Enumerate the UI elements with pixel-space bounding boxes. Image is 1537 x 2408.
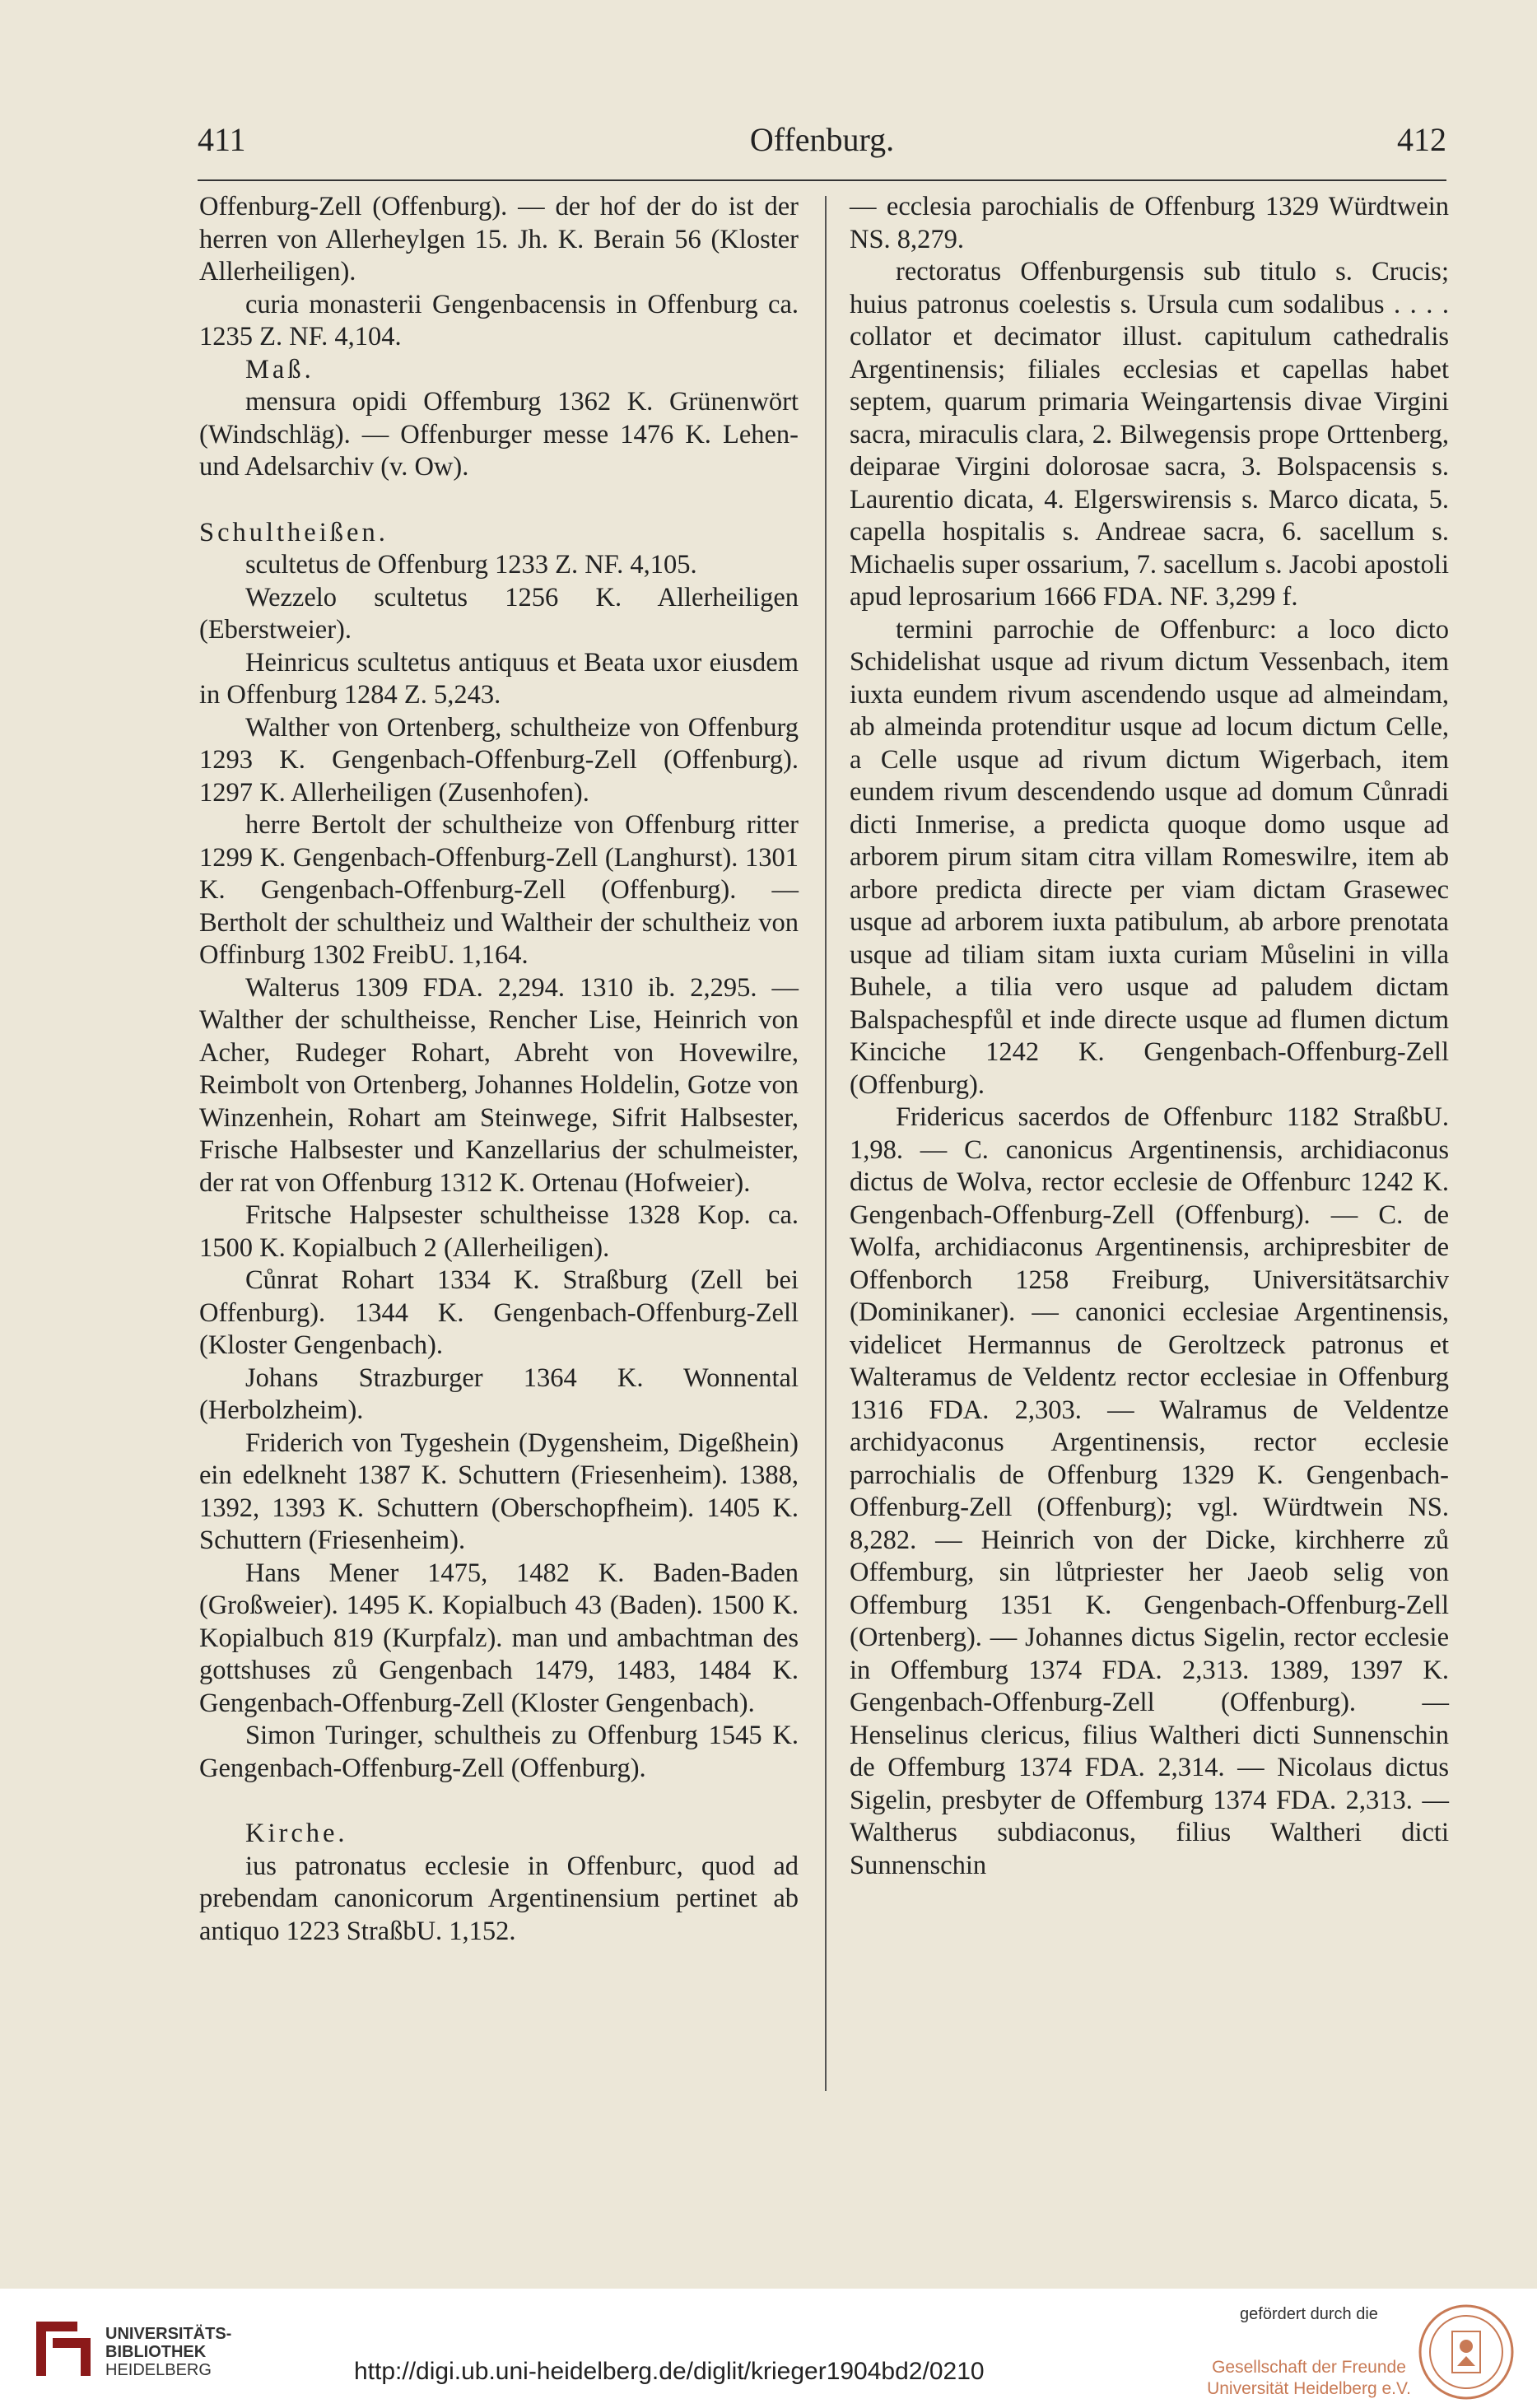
section-heading: Kirche. — [245, 1819, 348, 1848]
paragraph-gap — [199, 484, 799, 517]
university-seal-icon — [1418, 2303, 1515, 2401]
library-name-line3: HEIDELBERG — [105, 2361, 212, 2379]
paragraph: Walther von Ortenberg, schultheize von Offenburg 1293 K. Gengenbach-Offenburg-Zell (Offenburg). 1297 K. Allerheiligen (Zusenhofen). — [199, 712, 799, 808]
section-heading: Maß. — [245, 354, 314, 384]
section-heading: Schultheißen. — [199, 517, 389, 547]
paragraph: rectoratus Offenburgensis sub titulo s. Crucis; huius patronus coelestis s. Ursula cum sodalibus . . . . collator et decimator illust. capitulum cathedralis Argentinensis; filiales ecclesias et capellas habet septem, quarum primaria Weingartensis divae Virgini sacra, miraculis clara, 2. Bilwegensis prope Orttenberg, deiparae Virgini dolorosae sacra, 3. Bolspacensis s. Laurentio dicata, 4. Elgerswirensis s. Marco dicata, 5. capella hospitalis s. Andreae sacra, 6. sacellum s. Michaelis super ossarium, 7. sacellum s. Jacobi apostoli apud leprosarium 1666 FDA. NF. 3,299 f. — [850, 257, 1449, 612]
right-page-number: 412 — [1397, 121, 1446, 158]
paragraph: — ecclesia parochialis de Offenburg 1329 Würdtwein NS. 8,279. — [850, 192, 1449, 254]
left-page-number: 411 — [198, 121, 246, 158]
paragraph: Offenburg-Zell (Offenburg). — der hof der do ist der herren von Allerheylgen 15. Jh. K. Berain 56 (Kloster Allerheiligen). — [199, 192, 799, 286]
sponsor-by: gefördert durch die — [1240, 2305, 1378, 2323]
paragraph: Johans Strazburger 1364 K. Wonnental (Herbolzheim). — [199, 1362, 799, 1425]
header-rule — [198, 179, 1446, 181]
paragraph: ius patronatus ecclesie in Offenburc, quod ad prebendam canonicorum Argentinensium pertinet ab antiquo 1223 StraßbU. 1,152. — [199, 1851, 799, 1946]
paragraph-gap — [199, 1785, 799, 1818]
right-column — [850, 191, 1449, 1882]
paragraph: Fritsche Halpsester schultheisse 1328 Kop. ca. 1500 K. Kopialbuch 2 (Allerheiligen). — [199, 1200, 799, 1263]
paragraph: Friderich von Tygeshein (Dygensheim, Digeßhein) ein edelkneht 1387 K. Schuttern (Friesenheim). 1388, 1392, 1393 K. Schuttern (Oberschopfheim). 1405 K. Schuttern (Friesenheim). — [199, 1428, 799, 1555]
library-logo-icon — [28, 2313, 99, 2384]
running-head — [198, 120, 1446, 160]
footer-bar — [0, 2289, 1537, 2408]
paragraph: Cůnrat Rohart 1334 K. Straßburg (Zell bei Offenburg). 1344 K. Gengenbach-Offenburg-Zell (Kloster Gengenbach). — [199, 1265, 799, 1360]
paragraph: curia monasterii Gengenbacensis in Offenburg ca. 1235 Z. NF. 4,104. — [199, 289, 799, 352]
paragraph: Hans Mener 1475, 1482 K. Baden-Baden (Großweier). 1495 K. Kopialbuch 43 (Baden). 1500 K. Kopialbuch 819 (Kurpfalz). man und ambachtman des gottshuses zů Gengenbach 1479, 1483, 1484 K. Gengenbach-Offenburg-Zell (Kloster Gengenbach). — [199, 1558, 799, 1718]
column-divider — [825, 196, 827, 2091]
paragraph: Wezzelo scultetus 1256 K. Allerheiligen (Eberstweier). — [199, 582, 799, 645]
sponsor-org-line2: Universität Heidelberg e.V. — [1207, 2379, 1411, 2398]
paragraph: Fridericus sacerdos de Offenburc 1182 StraßbU. 1,98. — C. canonicus Argentinensis, archidiaconus dictus de Wolva, rector ecclesie de Offenburc 1242 K. Gengenbach-Offenburg-Zell (Offenburg). — C. de Wolfa, archidiaconus Argentinensis, archipresbiter de Offenborch 1258 Freiburg, Universitätsarchiv (Dominikaner). — canonici ecclesiae Argentinensis, videlicet Hermannus de Geroltzeck patronus et Walteramus de Veldentz rector ecclesiae in Offenburg 1316 FDA. 2,303. — Walramus de Veldentze archidyaconus Argentinensis, rector ecclesie parrochialis de Offenburg 1329 K. Gengenbach-Offenburg-Zell (Offenburg); vgl. Würdtwein NS. 8,282. — Heinrich von der Dicke, kirchherre zů Offemburg, sin lůtpriester her Jaeob selig von Offemburg 1351 K. Gengenbach-Offenburg-Zell (Ortenberg). — Johannes dictus Sigelin, rector ecclesie in Offemburg 1374 FDA. 2,313. 1389, 1397 K. Gengenbach-Offenburg-Zell (Offenburg). — Henselinus clericus, filius Waltheri dicti Sunnenschin de Offemburg 1374 FDA. 2,314. — Nicolaus dictus Sigelin, presbyter de Offemburg 1374 FDA. 2,313. — Waltherus subdiaconus, filius Waltheri dicti Sunnenschin — [850, 1102, 1449, 1880]
paragraph: mensura opidi Offemburg 1362 K. Grünenwört (Windschläg). — Offenburger messe 1476 K. Lehen- und Adelsarchiv (v. Ow). — [199, 387, 799, 482]
sponsor-block — [1185, 2305, 1432, 2400]
sponsor-org-line1: Gesellschaft der Freunde — [1212, 2358, 1406, 2377]
library-name-line1: UNIVERSITÄTS- — [105, 2325, 232, 2343]
paragraph: herre Bertolt der schultheize von Offenburg ritter 1299 K. Gengenbach-Offenburg-Zell (Langhurst). 1301 K. Gengenbach-Offenburg-Zell (Offenburg). — Bertholt der schultheiz und Waltheir der schultheiz von Offinburg 1302 FreibU. 1,164. — [199, 810, 799, 970]
paragraph: Heinricus scultetus antiquus et Beata uxor eiusdem in Offenburg 1284 Z. 5,243. — [199, 647, 799, 710]
library-name-line2: BIBLIOTHEK — [105, 2343, 207, 2361]
paragraph: termini parrochie de Offenburc: a loco dicto Schidelishat usque ad rivum dictum Vessenbach, item iuxta eundem rivum ascendendo usque ad almeindam, ab almeinda protenditur usque ad locum dictum Celle, a Celle usque ad rivum dictum Wigerbach, item eundem rivum descendendo usque ad domum Cůnradi dicti Inmerise, a predicta quoque domo usque ad arborem pirum sitam citra villam Romeswilre, item ab arbore predicta directe per viam dictam Grasewec usque ad arborem iuxta patibulum, ab arbore prenotata usque ad tiliam sitam iuxta curiam Můselini in villa Buhele, a tilia vero usque ad paludem dictam Balspachespfůl et inde directe usque ad flumen dictum Kinciche 1242 K. Gengenbach-Offenburg-Zell (Offenburg). — [850, 614, 1449, 1100]
paragraph: scultetus de Offenburg 1233 Z. NF. 4,105. — [245, 550, 697, 580]
permalink-url[interactable]: http://digi.ub.uni-heidelberg.de/diglit/krieger1904bd2/0210 — [354, 2358, 985, 2385]
left-column — [199, 191, 799, 1948]
library-name — [105, 2325, 231, 2379]
paragraph: Walterus 1309 FDA. 2,294. 1310 ib. 2,295. — Walther der schultheisse, Rencher Lise, Heinrich von Acher, Rudeger Rohart, Abreht von Hovewilre, Reimbolt von Ortenberg, Johannes Holdelin, Gotze von Winzenhein, Rohart am Steinwege, Sifrit Halbsester, Frische Halbsester und Kanzellarius der schulmeister, der rat von Offenburg 1312 K. Ortenau (Hofweier). — [199, 972, 799, 1198]
page-title: Offenburg. — [749, 121, 895, 158]
paragraph: Simon Turinger, schultheis zu Offenburg 1545 K. Gengenbach-Offenburg-Zell (Offenburg). — [199, 1721, 799, 1783]
